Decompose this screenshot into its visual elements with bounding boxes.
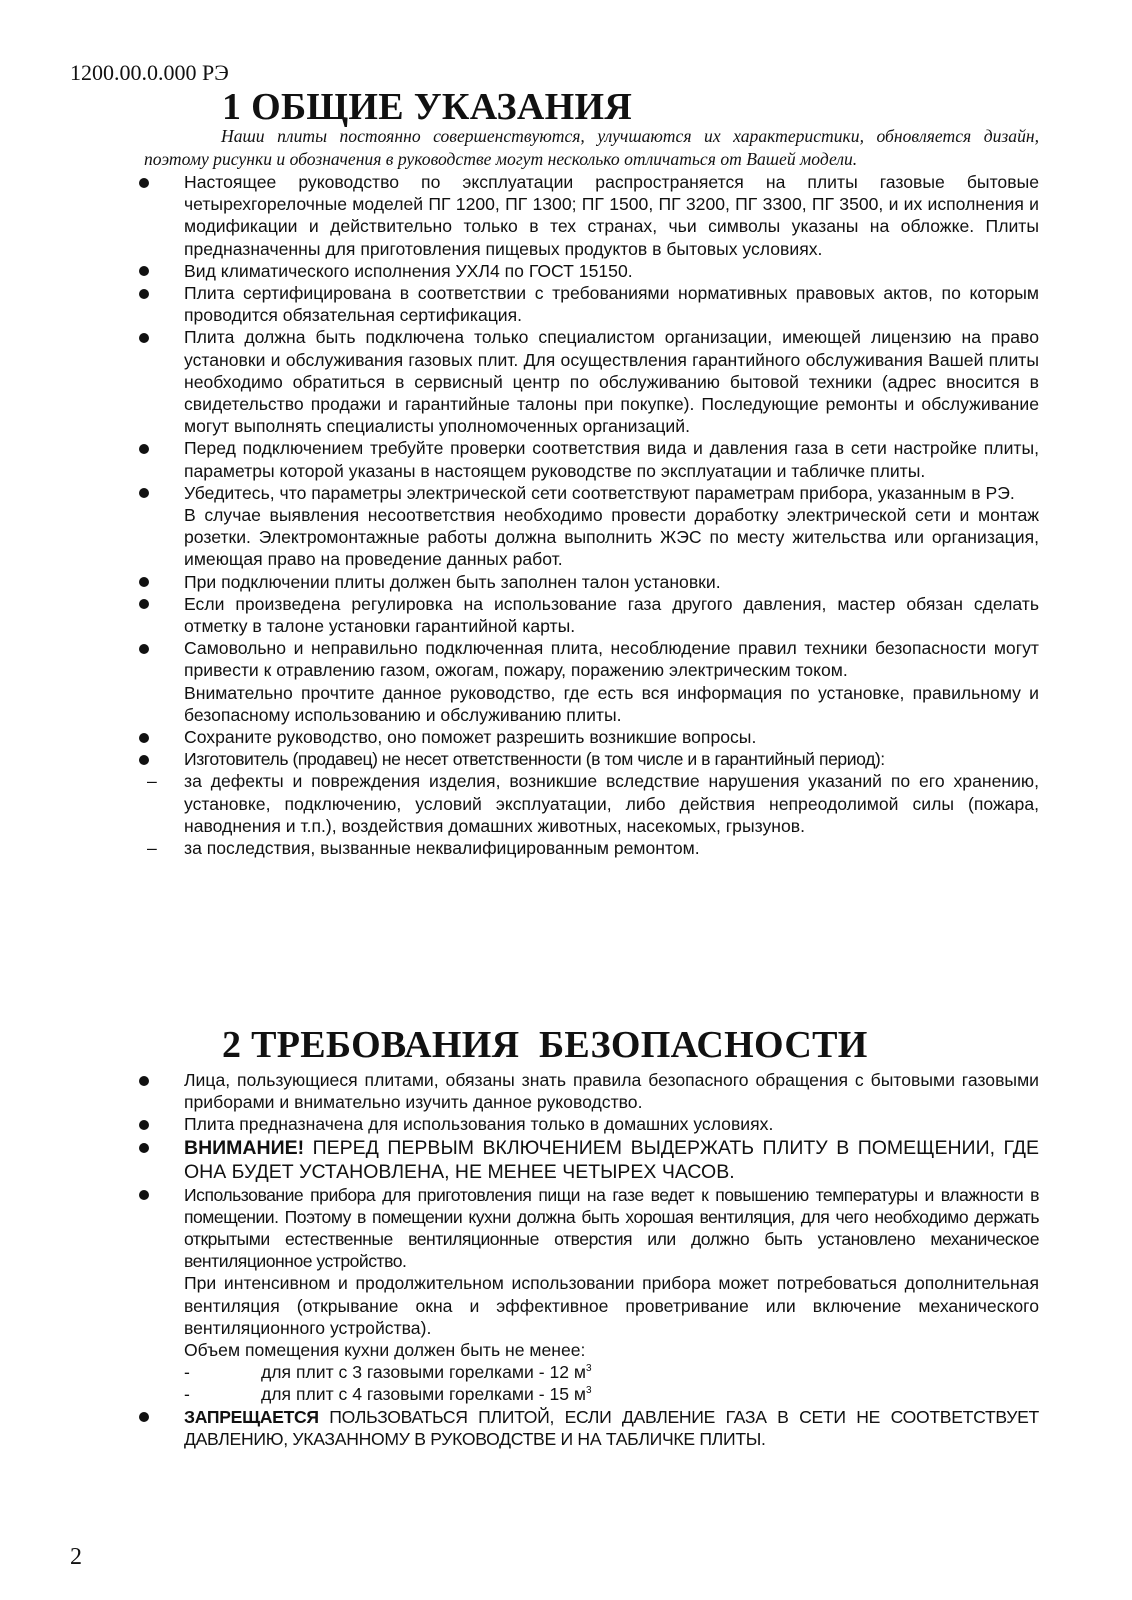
dash-marker: – <box>147 771 157 792</box>
list-item-text: Плита предназначена для использования только в домашних условиях. <box>184 1114 774 1135</box>
list-item-text: В случае выявления несоответствия необходимо провести доработку электрической сети и монтаж розетки. Электромонтажные работы должна выполнить ЖЭС по месту жительства или организация, имеющая право на проведение данных работ. <box>184 505 1039 570</box>
list-item-text: Перед подключением требуйте проверки соответствия вида и давления газа в сети настройке плиты, параметры которой указаны в настоящем руководстве по эксплуатации и табличке плиты. <box>184 438 1039 481</box>
list-item-text <box>184 1406 1039 1450</box>
list-item-text: Использование прибора для приготовления пищи на газе ведет к повышению температуры и влажности в помещении. Поэтому в помещении кухни должна быть хорошая вентиляция, для чего необходимо держать открытыми естественные вентиляционные отверстия или должно быть установлено механическое вентиляционное устройство. <box>184 1184 1039 1272</box>
list-item-text: При интенсивном и продолжительном использовании прибора может потребоваться дополнительная вентиляция (открывание окна и эффективное проветривание или включение механического вентиляционного устройства). <box>184 1273 1039 1338</box>
list-item <box>0 1069 1132 1113</box>
list-item-text: за последствия, вызванные неквалифицированным ремонтом. <box>184 838 700 859</box>
list-item <box>0 437 1132 481</box>
list-item <box>0 482 1132 571</box>
list-item <box>0 571 1132 593</box>
section-2-list <box>0 1069 1132 1450</box>
dash-marker: - <box>184 1362 190 1383</box>
bullet-icon <box>139 289 149 299</box>
list-item <box>0 770 1132 837</box>
section-1-list <box>0 171 1132 859</box>
bullet-icon <box>139 733 149 743</box>
bullet-icon <box>139 1143 149 1153</box>
bullet-icon <box>139 444 149 454</box>
section-1-intro: Наши плиты постоянно совершенствуются, улучшаются их характеристики, обновляется дизайн, поэтому рисунки и обозначения в руководстве могут несколько отличаться от Вашей модели. <box>144 126 1039 169</box>
warning-text: ПЕРЕД ПЕРВЫМ ВКЛЮЧЕНИЕМ ВЫДЕРЖАТЬ ПЛИТУ В ПОМЕЩЕНИИ, ГДЕ ОНА БУДЕТ УСТАНОВЛЕНА, НЕ МЕНЕЕ ЧЕТЫРЕХ ЧАСОВ. <box>184 1136 1039 1183</box>
list-item <box>0 260 1132 282</box>
list-item <box>0 637 1132 726</box>
list-item-text: Если произведена регулировка на использование газа другого давления, мастер обязан сделать отметку в талоне установки гарантийной карты. <box>184 593 1039 637</box>
bullet-icon <box>139 1120 149 1130</box>
list-item-text: Лица, пользующиеся плитами, обязаны знать правила безопасного обращения с бытовыми газовыми приборами и внимательно изучить данное руководство. <box>184 1070 1039 1113</box>
bullet-icon <box>139 755 149 765</box>
dash-marker: – <box>147 838 157 859</box>
list-item-text: Убедитесь, что параметры электрической сети соответствуют параметрам прибора, указанным в РЭ. <box>184 482 1015 503</box>
list-item <box>0 1184 1132 1406</box>
list-item-text: Плита должна быть подключена только специалистом организации, имеющей лицензию на право установки и обслуживания газовых плит. Для осуществления гарантийного обслуживания Вашей плиты необходимо обратиться в сервисный центр по обслуживанию бытовой техники (адрес вносится в свидетельство продажи и гарантийные талоны при покупке). Последующие ремонты и обслуживание могут выполнять специалисты уполномоченных организаций. <box>184 327 1039 437</box>
bullet-icon <box>139 488 149 498</box>
list-item-text: Объем помещения кухни должен быть не менее: <box>184 1340 586 1361</box>
list-item-text: Вид климатического исполнения УХЛ4 по ГОСТ 15150. <box>184 260 633 281</box>
list-item <box>0 837 1132 859</box>
page-number: 2 <box>70 1544 82 1570</box>
list-item <box>0 1406 1132 1450</box>
bullet-icon <box>139 333 149 343</box>
section-1-title: 1 ОБЩИЕ УКАЗАНИЯ <box>222 86 633 128</box>
bullet-icon <box>139 178 149 188</box>
prohibition-label: ЗАПРЕЩАЕТСЯ <box>184 1406 319 1427</box>
bullet-icon <box>139 266 149 276</box>
bullet-icon <box>139 1412 149 1422</box>
list-item-text: за дефекты и повреждения изделия, возникшие вследствие нарушения указаний по его хранению, установке, подключению, условий эксплуатации, либо действия непреодолимой силы (пожара, наводнения и т.п.), воздействия домашних животных, насекомых, грызунов. <box>184 771 1039 836</box>
bullet-icon <box>139 1076 149 1086</box>
list-item-text: Изготовитель (продавец) не несет ответственности (в том числе и в гарантийный период): <box>184 749 885 770</box>
list-item <box>0 593 1132 637</box>
list-item <box>0 326 1132 437</box>
warning-label: ВНИМАНИЕ! <box>184 1136 305 1159</box>
volume-text: для плит с 3 газовыми горелками - 12 $м^3$ <box>261 1362 592 1383</box>
bullet-icon <box>139 1190 149 1200</box>
dash-marker: - <box>184 1384 190 1405</box>
volume-item <box>184 1383 1039 1405</box>
bullet-icon <box>139 577 149 587</box>
list-item <box>0 1136 1132 1184</box>
volume-text: для плит с 4 газовыми горелками - 15 $м^3$ <box>261 1384 592 1405</box>
list-item-text <box>184 1136 1039 1184</box>
list-item-text: Плита сертифицирована в соответствии с требованиями нормативных правовых актов, по которым проводится обязательная сертификация. <box>184 283 1039 326</box>
list-item <box>0 1113 1132 1135</box>
document-code: 1200.00.0.000 РЭ <box>70 60 229 85</box>
list-item-text: При подключении плиты должен быть заполнен талон установки. <box>184 571 721 592</box>
list-item-text: Настоящее руководство по эксплуатации распространяется на плиты газовые бытовые четырехгорелочные моделей ПГ 1200, ПГ 1300; ПГ 1500, ПГ 3200, ПГ 3300, ПГ 3500, и их исполнения и модификации и действительно только в тех странах, чьи символы указаны на обложке. Плиты предназначенны для приготовления пищевых продуктов в бытовых условиях. <box>184 172 1039 259</box>
list-item <box>0 726 1132 748</box>
list-item-text: Самовольно и неправильно подключенная плита, несоблюдение правил техники безопасности могут привести к отравлению газом, ожогам, пожару, поражению электрическим током. <box>184 638 1039 681</box>
list-item-text: Сохраните руководство, оно поможет разрешить возникшие вопросы. <box>184 727 757 748</box>
prohibition-text: ПОЛЬЗОВАТЬСЯ ПЛИТОЙ, ЕСЛИ ДАВЛЕНИЕ ГАЗА В СЕТИ НЕ СООТВЕТСТВУЕТ ДАВЛЕНИЮ, УКАЗАННОМУ В РУКОВОДСТВЕ И НА ТАБЛИЧКЕ ПЛИТЫ. <box>184 1406 1039 1449</box>
volume-item <box>184 1361 1039 1383</box>
section-2-title: 2 ТРЕБОВАНИЯ БЕЗОПАСНОСТИ <box>222 1024 868 1066</box>
bullet-icon <box>139 599 149 609</box>
list-item <box>0 171 1132 260</box>
list-item <box>0 282 1132 326</box>
list-item <box>0 748 1132 770</box>
bullet-icon <box>139 644 149 654</box>
list-item-text: Внимательно прочтите данное руководство, где есть вся информация по установке, правильному и безопасному использованию и обслуживанию плиты. <box>184 682 1039 725</box>
